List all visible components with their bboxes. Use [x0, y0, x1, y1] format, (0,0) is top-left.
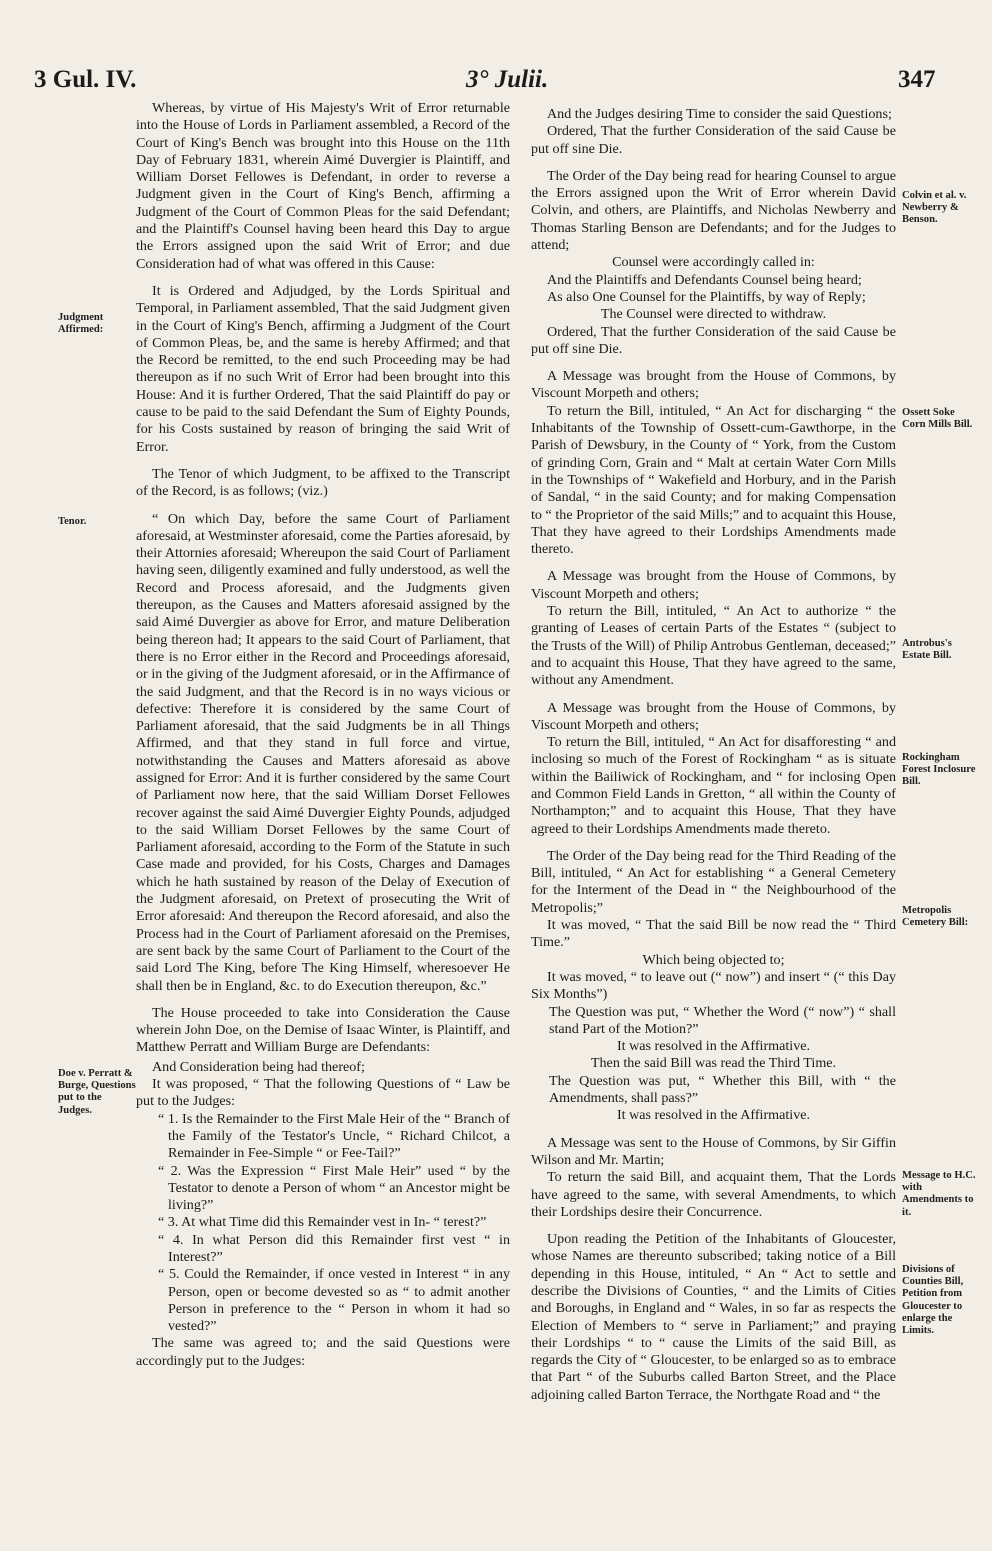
paragraph-rockingham-bill: To return the Bill, intituled, “ An Act for disafforesting “ and inclosing so much of the Forest of Rockingham “ as is situate within the Bailiwick of Rockingham, and “ for inclosing Open and Common Field Lands in Gretton, “ all within the County of Northampton;” and to acquaint this House, That they have agreed to their Lordships Amendments made thereto. [531, 734, 896, 837]
line-read-third-time: Then the said Bill was read the Third Time. [590, 1055, 837, 1072]
paragraph-colvin-order: The Order of the Day being read for hearing Counsel to argue the Errors assigned upon the Writ of Error wherein David Colvin, and others, are Plaintiffs, and Nicholas Newberry and Thomas Starling Benson are Defendants; and for the Judges to attend; [531, 167, 896, 254]
running-head-date: 3° Julii. [466, 66, 549, 93]
line-reply: As also One Counsel for the Plaintiffs, by way of Reply; [547, 288, 866, 305]
margin-note-colvin: Colvin et al. v. Newberry & Benson. [902, 190, 967, 226]
paragraph-return-bill: To return the said Bill, and acquaint them, That the Lords have agreed to the same, with several Amendments, to which their Lordships desire their Concurrence. [531, 1169, 896, 1220]
line-resolved-2: It was resolved in the Affirmative. [616, 1107, 811, 1124]
line-question-now: The Question was put, “ Whether the Word (“ now”) “ shall stand Part of the Motion?” [549, 1003, 896, 1037]
paragraph-sine-die-2: Ordered, That the further Consideration of the said Cause be put off sine Die. [531, 323, 896, 357]
paragraph-judges-time: And the Judges desiring Time to consider the said Questions; [547, 106, 892, 122]
paragraph-message-rockingham: A Message was brought from the House of Commons, by Viscount Morpeth and others; [531, 699, 896, 733]
line-counsel-heard: And the Plaintiffs and Defendants Counsel being heard; [547, 271, 862, 288]
paragraph-ossett-bill: To return the Bill, intituled, “ An Act for discharging “ the Inhabitants of the Township of Ossett-cum-Gawthorpe, in the Parish of Dewsbury, in the County of “ York, from the Custom of grinding Corn, Grain and “ Malt at certain Water Corn Mills in the Townships of “ Wakefield and Horbury, and in the Parish of Sandal, “ in the said County; and for making Compensation to “ the Proprietor of the said Mills;” and to acquaint this House, That they have agreed to their Lordships Amendments made thereto. [531, 402, 896, 558]
paragraph-tenor-text: “ On which Day, before the same Court of Parliament aforesaid, at Westminster aforesaid, come the Parties aforesaid, by their Attornies aforesaid; Whereupon the said Court of Parliament having seen, diligently examined and fully understood, as well the Record and Process aforesaid, and the Judgments given thereupon, as the Causes and Matters aforesaid assigned by the said Aimé Duvergier as above for Error, and mature Deliberation being thereon had; It appears to the said Court of Parliament, that there is no Error either in the Record and Proceedings aforesaid, or in the giving of the Judgment aforesaid, or in the Affirmance of the said Judgment, and that the Record is in no ways vicious or defective: Therefore it is considered by the same Court of Parliament aforesaid, that the said Judgments be in all Things Affirmed, and that they stand in full force and virtue, notwithstanding the Causes and Matters aforesaid as above assigned for Error: And it is further considered by the same Court of Parliament now here, that the said William Dorset Fellowes recover against the said Aimé Duvergier Eighty Pounds, adjudged to the said William Dorset Fellowes by the same Court of Parliament aforesaid, according to the Form of the Statute in such Case made and provided, for his Costs, Charges and Damages which he hath sustained by reason of the Delay of Execution of the Judgment aforesaid, on Pretext of prosecuting the Writ of Error aforesaid: And thereupon the Record aforesaid, and also the Process had in the Court of Parliament aforesaid on the Premises, are sent back by the same Court of Parliament to the Court of the said Lord The King, before The King Himself, wheresoever He shall then be in England, &c. to do Execution thereupon, &c.” [136, 510, 510, 994]
margin-note-metropolis: Metropolis Cemetery Bill: [902, 905, 969, 929]
margin-note-ossett: Ossett Soke Corn Mills Bill. [902, 407, 973, 431]
question-5: “ 5. Could the Remainder, if once vested in Interest “ in any Person, open or become devested so as “ to admit another Person in preference to the “ Person in whom it had so vested?” [158, 1266, 510, 1335]
paragraph-gloucester-petition: Upon reading the Petition of the Inhabitants of Gloucester, whose Names are thereunto subscribed; taking notice of a Bill depending in this House, intituled, “ An “ Act to settle and describe the Divisions of Counties, “ and the Limits of Cities and Boroughs, in England and “ Wales, in so far as respects the Election of Members to “ serve in Parliament;” and praying their Lordships “ to “ cause the Limits of the said Bill, as regards the City of “ Gloucester, to be enlarged so as to embrace that Part “ of the Suburbs called Barton Street, and the Place adjoining called Barton Terrace, the Northgate Road and “ the [531, 1231, 896, 1403]
line-resolved-1: It was resolved in the Affirmative. [616, 1038, 811, 1055]
paragraph-agreed: The same was agreed to; and the said Questions were accordingly put to the Judges: [136, 1335, 510, 1369]
line-objected: Which being objected to; [642, 951, 785, 968]
paragraph-sine-die-1: Ordered, That the further Consideration of the said Cause be put off sine Die. [531, 123, 896, 157]
paragraph-message-sent: A Message was sent to the House of Commons, by Sir Giffin Wilson and Mr. Martin; [531, 1134, 896, 1168]
line-moved-leave-out: It was moved, “ to leave out (“ now”) and insert “ (“ this Day Six Months”) [531, 968, 896, 1003]
page-number: 347 [898, 66, 936, 93]
question-2: “ 2. Was the Expression “ First Male Heir” used “ by the Testator to denote a Person of whom “ an Ancestor might be living?” [158, 1162, 510, 1214]
line-withdraw: The Counsel were directed to withdraw. [600, 306, 827, 323]
margin-note-message: Message to H.C. with Amendments to it. [902, 1170, 976, 1218]
line-question-pass: The Question was put, “ Whether this Bill, with “ the Amendments, shall pass?” [549, 1072, 896, 1107]
line-moved-third-time: It was moved, “ That the said Bill be now read the “ Third Time.” [531, 917, 896, 951]
paragraph-tenor-intro: The Tenor of which Judgment, to be affixed to the Transcript of the Record, is as follows; (viz.) [136, 465, 510, 500]
margin-note-judgment: Judgment Affirmed: [58, 312, 104, 336]
paragraph-consideration: And Consideration being had thereof; [152, 1058, 365, 1075]
right-column [531, 106, 896, 1414]
margin-note-rockingham: Rockingham Forest Inclosure Bill. [902, 752, 976, 788]
running-head-left: 3 Gul. IV. [34, 66, 137, 93]
left-column [136, 100, 510, 1380]
margin-note-antrobus: Antrobus's Estate Bill. [902, 638, 952, 662]
paragraph-judgment-order: It is Ordered and Adjudged, by the Lords Spiritual and Temporal, in Parliament assembled, That the said Judgment given in the Court of King's Bench, affirming a Judgment of the Court of Common Pleas, be, and the same is hereby Affirmed; and that the Record be remitted, to the end such Proceeding may be had thereupon as if no such Writ of Error had been brought into this House: And it is further Ordered, That the said Plaintiff do pay or cause to be paid to the said Defendant the Sum of Eighty Pounds, for his Costs sustained by reason of bringing the said Writ of Error. [136, 282, 510, 455]
margin-note-divisions: Divisions of Counties Bill, Petition from Gloucester to enlarge the Limits. [902, 1264, 964, 1337]
paragraph-message-ossett: A Message was brought from the House of Commons, by Viscount Morpeth and others; [531, 368, 896, 402]
paragraph-proposed: It was proposed, “ That the following Questions of “ Law be put to the Judges: [136, 1076, 510, 1110]
margin-note-doe: Doe v. Perratt & Burge, Questions put to the Judges. [58, 1068, 136, 1116]
paragraph-antrobus-bill: To return the Bill, intituled, “ An Act to authorize “ the granting of Leases of certain Parts of the Estates “ (subject to the Trusts of the Will) of Philip Antrobus Gentleman, deceased;” and to acquaint this House, That they have agreed to the same, without any Amendment. [531, 603, 896, 689]
question-3: “ 3. At what Time did this Remainder vest in In- “ terest?” [158, 1214, 487, 1231]
paragraph-writ-of-error: Whereas, by virtue of His Majesty's Writ of Error returnable into the House of Lords in Parliament assembled, a Record of the Court of King's Bench was brought into this House on the 11th Day of February 1831, wherein Aimé Duvergier is Plaintiff, and William Dorset Fellowes is Defendant, in order to reverse a Judgment given in the Court of King's Bench, affirming a Judgment of the Court of Common Pleas for the said Defendant; and the Plaintiff's Counsel having been heard this Day to argue the Errors assigned upon the said Writ of Error; and due Consideration had of what was offered in this Cause: [136, 100, 510, 272]
question-1: “ 1. Is the Remainder to the First Male Heir of the “ Branch of the Family of the Testator's Uncle, “ Richard Chilcot, a Remainder in Fee-Simple “ or Fee-Tail?” [158, 1110, 510, 1162]
line-counsel-called: Counsel were accordingly called in: [612, 254, 815, 271]
paragraph-message-antrobus: A Message was brought from the House of Commons, by Viscount Morpeth and others; [531, 568, 896, 602]
paragraph-doe-cause: The House proceeded to take into Consideration the Cause wherein John Doe, on the Demise of Isaac Winter, is Plaintiff, and Matthew Perratt and William Burge are Defendants: [136, 1004, 510, 1056]
paragraph-cemetery-order: The Order of the Day being read for the Third Reading of the Bill, intituled, “ An Act for establishing “ a General Cemetery for the Interment of the Dead in “ the Neighbourhood of the Metropolis;” [531, 847, 896, 916]
margin-note-tenor: Tenor. [58, 516, 87, 527]
question-4: “ 4. In what Person did this Remainder first vest “ in Interest?” [158, 1231, 510, 1265]
